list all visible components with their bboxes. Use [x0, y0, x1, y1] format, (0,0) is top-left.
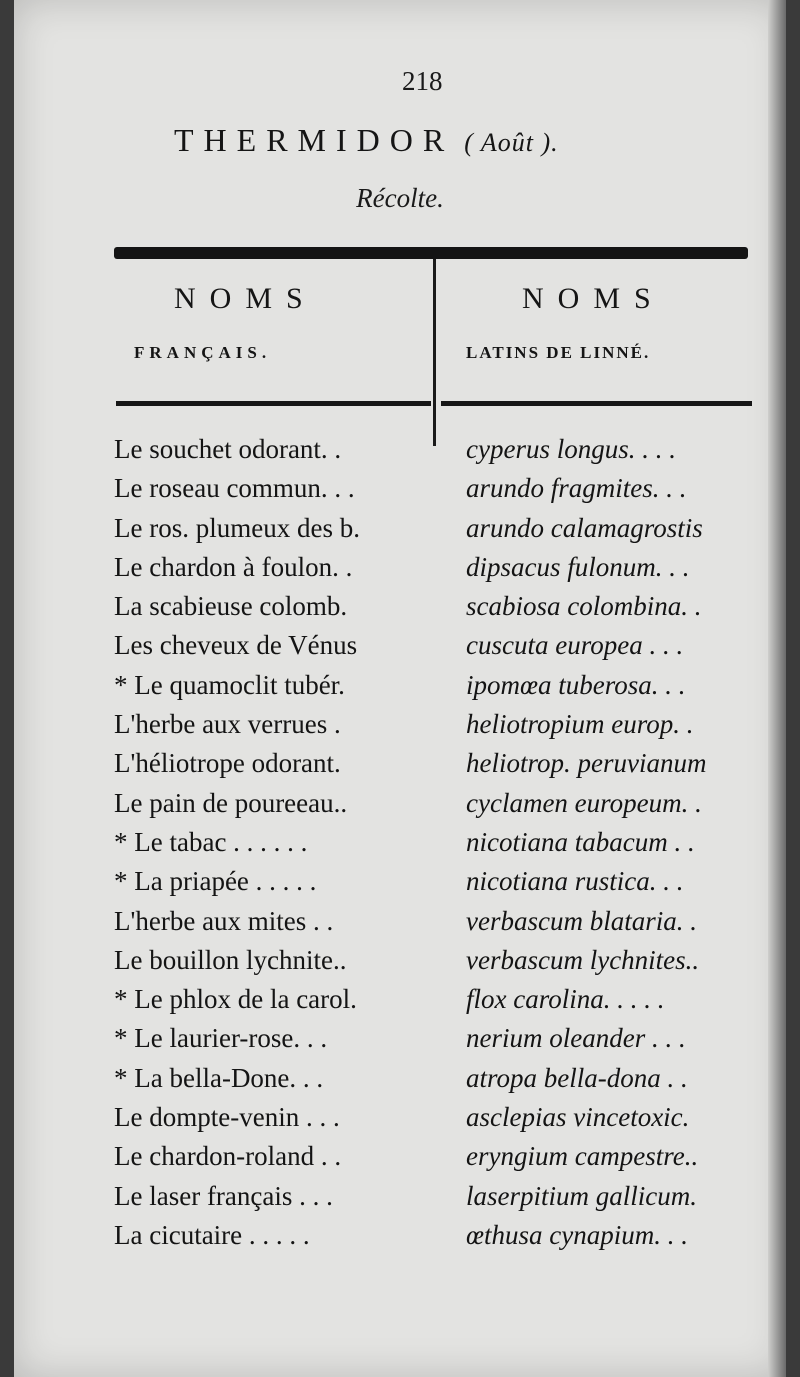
- table-row: [114, 434, 774, 473]
- table-row: [114, 984, 774, 1023]
- french-name: L'héliotrope odorant.: [114, 748, 341, 779]
- table-row: [114, 945, 774, 984]
- right-header-rule: [441, 401, 752, 406]
- latin-name: scabiosa colombina. .: [466, 591, 702, 622]
- french-name: Le ros. plumeux des b.: [114, 512, 360, 543]
- right-column-subtitle: LATINS DE LINNÉ.: [466, 343, 651, 362]
- table-row: [114, 906, 774, 945]
- plant-table: [114, 434, 774, 1259]
- table-row: [114, 591, 774, 630]
- french-name: Le chardon à foulon. .: [114, 551, 353, 582]
- latin-name: arundo fragmites. . .: [466, 473, 687, 504]
- french-name: La scabieuse colomb.: [114, 591, 348, 622]
- table-row: [114, 827, 774, 866]
- latin-name: verbascum blataria. .: [466, 905, 697, 936]
- latin-name: heliotrop. peruvianum: [466, 748, 707, 779]
- french-name: * Le phlox de la carol.: [114, 984, 357, 1015]
- latin-name: cuscuta europea . . .: [466, 630, 684, 661]
- table-row: [114, 670, 774, 709]
- table-row: [114, 630, 774, 669]
- french-name: L'herbe aux verrues .: [114, 709, 341, 740]
- latin-name: dipsacus fulonum. . .: [466, 551, 690, 582]
- latin-name: nerium oleander . . .: [466, 1023, 686, 1054]
- latin-name: arundo calamagrostis: [466, 512, 703, 543]
- table-row: [114, 788, 774, 827]
- month-parenthetical: ( Août ).: [464, 128, 559, 157]
- latin-name: heliotropium europ. .: [466, 709, 694, 740]
- column-divider: [433, 259, 436, 446]
- latin-name: asclepias vincetoxic.: [466, 1102, 690, 1133]
- french-name: Le bouillon lychnite..: [114, 944, 347, 975]
- page-edge-shadow: [768, 0, 786, 1377]
- french-name: Le roseau commun. . .: [114, 473, 355, 504]
- latin-name: laserpitium gallicum.: [466, 1180, 697, 1211]
- month-name: THERMIDOR: [174, 122, 455, 158]
- french-name: L'herbe aux mites . .: [114, 905, 334, 936]
- latin-name: eryngium campestre..: [466, 1141, 699, 1172]
- table-row: [114, 513, 774, 552]
- left-header-rule: [116, 401, 431, 406]
- table-row: [114, 552, 774, 591]
- french-name: Le dompte-venin . . .: [114, 1102, 340, 1133]
- latin-name: verbascum lychnites..: [466, 944, 700, 975]
- book-page: [14, 0, 786, 1377]
- french-name: Les cheveux de Vénus: [114, 630, 358, 661]
- latin-name: atropa bella-dona . .: [466, 1062, 688, 1093]
- latin-name: nicotiana rustica. . .: [466, 866, 684, 897]
- table-row: [114, 866, 774, 905]
- right-column-title: NOMS: [522, 282, 665, 315]
- month-heading: [174, 122, 734, 159]
- latin-name: flox carolina. . . . .: [466, 984, 665, 1015]
- french-name: Le chardon-roland . .: [114, 1141, 342, 1172]
- table-row: [114, 1220, 774, 1259]
- french-name: La cicutaire . . . . .: [114, 1219, 310, 1250]
- latin-name: nicotiana tabacum . .: [466, 826, 695, 857]
- table-row: [114, 1181, 774, 1220]
- french-name: Le laser français . . .: [114, 1180, 333, 1211]
- french-name: * La bella-Done. . .: [114, 1062, 324, 1093]
- table-row: [114, 709, 774, 748]
- table-row: [114, 1141, 774, 1180]
- table-row: [114, 1063, 774, 1102]
- latin-name: cyclamen europeum. .: [466, 787, 702, 818]
- table-row: [114, 1102, 774, 1141]
- page-number: 218: [402, 66, 443, 96]
- latin-name: cyperus longus. . . .: [466, 434, 676, 464]
- french-name: Le souchet odorant. .: [114, 434, 342, 464]
- section-title: Récolte.: [356, 183, 444, 213]
- latin-name: œthusa cynapium. . .: [466, 1219, 688, 1250]
- french-name: * Le tabac . . . . . .: [114, 826, 308, 857]
- french-name: * Le laurier-rose. . .: [114, 1023, 328, 1054]
- french-name: Le pain de poureeau..: [114, 787, 348, 818]
- left-column-title: NOMS: [174, 282, 317, 315]
- table-row: [114, 473, 774, 512]
- french-name: * Le quamoclit tubér.: [114, 669, 345, 700]
- thick-rule: [114, 247, 748, 259]
- latin-name: ipomœa tuberosa. . .: [466, 669, 686, 700]
- table-row: [114, 1023, 774, 1062]
- table-row: [114, 748, 774, 787]
- french-name: * La priapée . . . . .: [114, 866, 317, 897]
- left-column-subtitle: FRANÇAIS.: [134, 343, 272, 362]
